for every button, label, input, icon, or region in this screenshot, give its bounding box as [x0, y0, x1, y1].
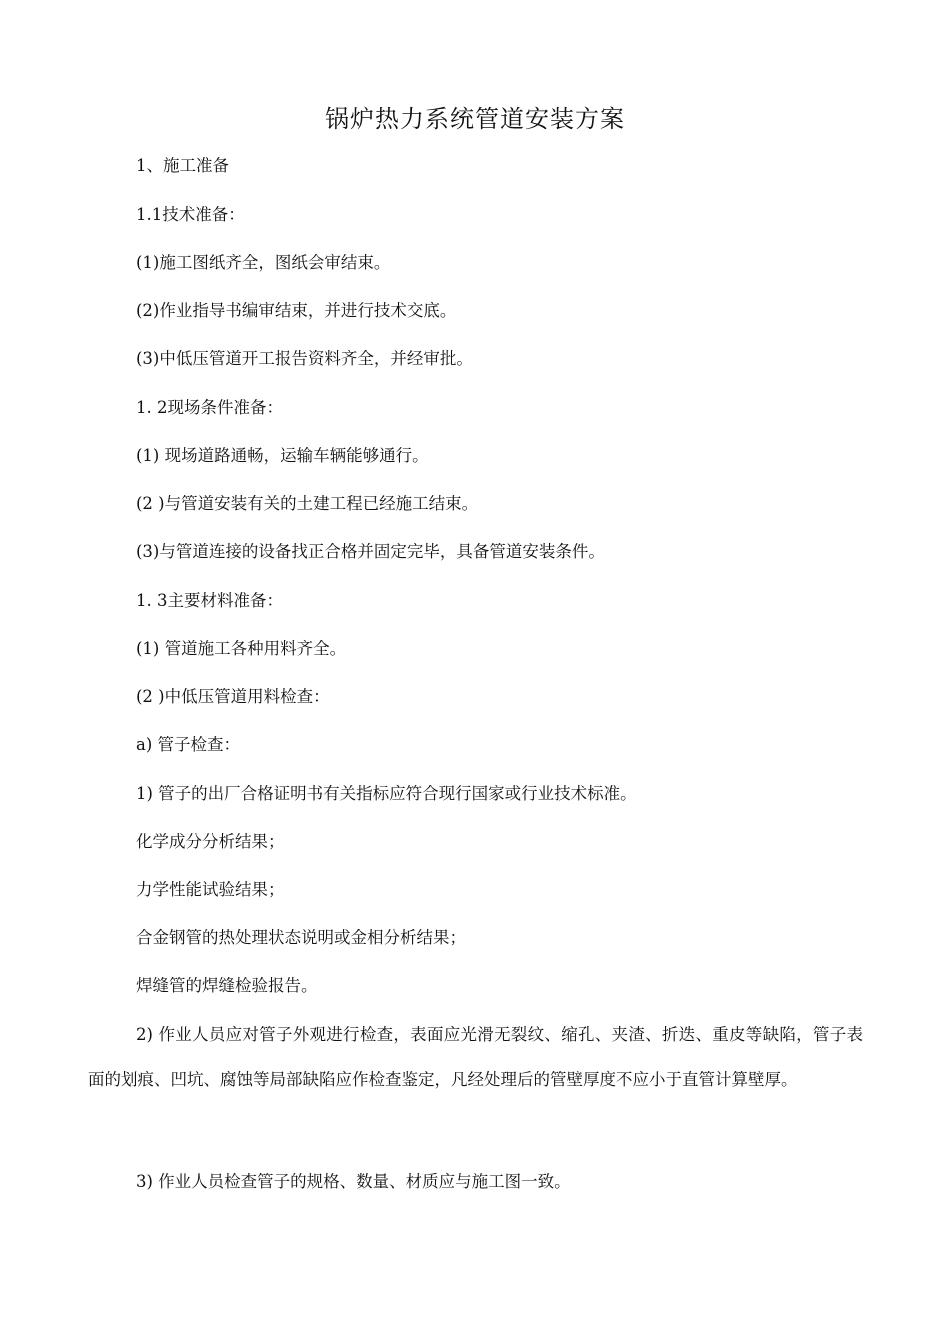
section-heading: 1、施工准备 [136, 156, 229, 175]
list-item: 力学性能试验结果； [136, 880, 285, 899]
list-item: (1) 现场道路通畅，运输车辆能够通行。 [136, 446, 429, 465]
list-item: (1)施工图纸齐全，图纸会审结束。 [136, 253, 391, 272]
list-item: 1) 管子的出厂合格证明书有关指标应符合现行国家或行业技术标准。 [136, 784, 637, 803]
document-title: 锅炉热力系统管道安装方案 [325, 105, 625, 133]
subsection-heading: 1. 3主要材料准备： [136, 591, 283, 610]
list-item: (2)作业指导书编审结束，并进行技术交底。 [136, 301, 457, 320]
list-item: (2 )中低压管道用料检查： [136, 687, 330, 706]
list-item: (3)中低压管道开工报告资料齐全，并经审批。 [136, 349, 473, 368]
body-paragraph: 3) 作业人员检查管子的规格、数量、材质应与施工图一致。 [136, 1172, 571, 1191]
list-item: (1) 管道施工各种用料齐全。 [136, 639, 347, 658]
list-item: a) 管子检查： [136, 735, 241, 754]
list-item: 焊缝管的焊缝检验报告。 [136, 976, 318, 995]
list-item: 合金钢管的热处理状态说明或金相分析结果； [136, 928, 466, 947]
body-paragraph: 2) 作业人员应对管子外观进行检查，表面应光滑无裂纹、缩孔、夹渣、折迭、重皮等缺陷，管子表面的划痕、凹坑、腐蚀等局部缺陷应作检查鉴定，凡经处理后的管壁厚度不应小于直管计算壁厚。 [88, 1025, 863, 1089]
list-item: (2 )与管道安装有关的土建工程已经施工结束。 [136, 494, 479, 513]
list-item: 化学成分分析结果； [136, 832, 285, 851]
subsection-heading: 1.1技术准备： [136, 205, 245, 224]
list-item: (3)与管道连接的设备找正合格并固定完毕，具备管道安装条件。 [136, 542, 605, 561]
subsection-heading: 1. 2现场条件准备： [136, 398, 283, 417]
